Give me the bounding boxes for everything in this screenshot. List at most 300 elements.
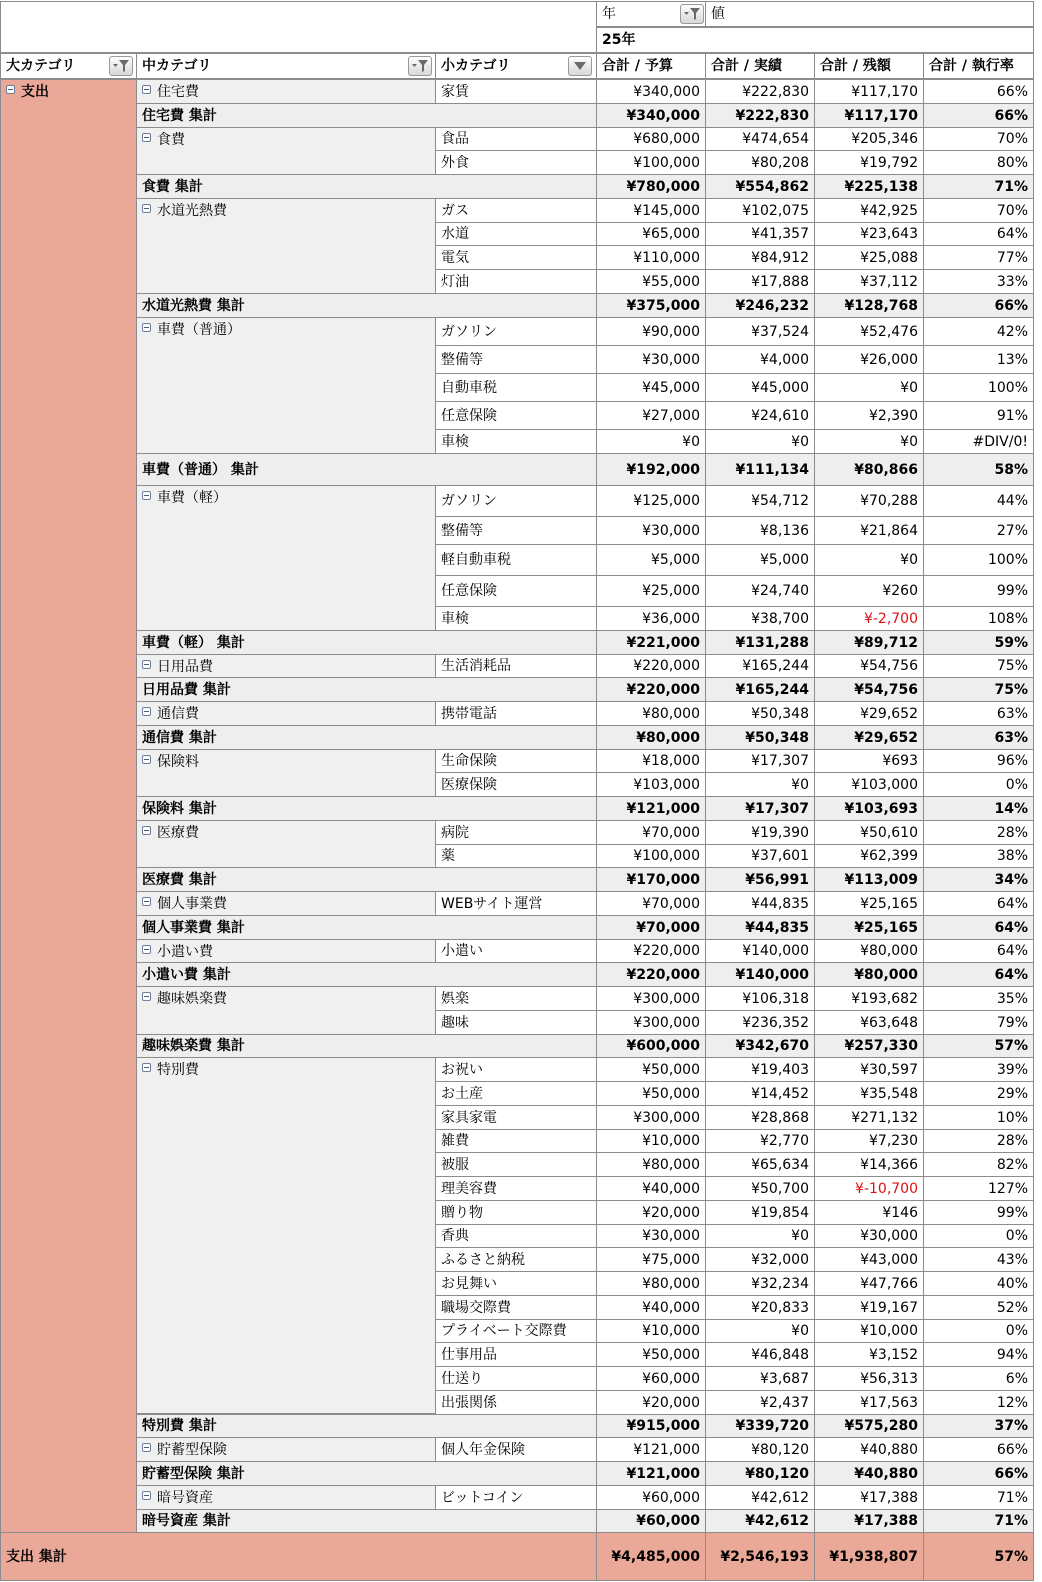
l3-item-label: 娯楽 (435, 986, 597, 1011)
collapse-minus-icon[interactable] (142, 826, 151, 835)
budget-value: ¥121,000 (596, 1437, 706, 1462)
remain-value: ¥271,132 (814, 1105, 924, 1130)
filter-dropdown-icon[interactable] (408, 56, 432, 76)
grand-total-rate: 57% (923, 1532, 1034, 1581)
actual-value: ¥32,234 (705, 1271, 815, 1296)
rate-value: 28% (923, 1129, 1034, 1153)
subtotal-rate: 66% (923, 1461, 1034, 1486)
l2-group-label: 特別費 (157, 1062, 199, 1078)
remain-value: ¥103,000 (814, 772, 924, 797)
actual-value: ¥106,318 (705, 986, 815, 1011)
rate-value: 64% (923, 222, 1034, 246)
actual-value: ¥165,244 (705, 654, 815, 678)
rate-value: 100% (923, 544, 1034, 576)
l3-item-label: 任意保険 (435, 575, 597, 607)
subtotal-actual: ¥342,670 (705, 1034, 815, 1058)
actual-value: ¥3,687 (705, 1366, 815, 1391)
remain-value: ¥80,000 (814, 939, 924, 963)
remain-value: ¥0 (814, 544, 924, 576)
grand-total-actual: ¥2,546,193 (705, 1532, 815, 1581)
remain-value: ¥56,313 (814, 1366, 924, 1391)
collapse-minus-icon[interactable] (142, 707, 151, 716)
subtotal-actual: ¥50,348 (705, 725, 815, 750)
subtotal-rate: 37% (923, 1414, 1034, 1438)
col-header-l3[interactable]: 小カテゴリ (435, 53, 597, 79)
budget-value: ¥18,000 (596, 749, 706, 773)
actual-value: ¥19,390 (705, 820, 815, 845)
rate-value: 27% (923, 516, 1034, 545)
col-header-l1[interactable]: 大カテゴリ (0, 53, 137, 79)
l3-item-label: 家賃 (435, 79, 597, 104)
col-header-l2[interactable]: 中カテゴリ (136, 53, 436, 79)
actual-value: ¥80,120 (705, 1437, 815, 1462)
subtotal-actual: ¥165,244 (705, 677, 815, 702)
rate-value: 108% (923, 606, 1034, 631)
budget-value: ¥20,000 (596, 1390, 706, 1415)
actual-value: ¥0 (705, 429, 815, 454)
l1-expense-cell (0, 79, 137, 1533)
budget-value: ¥340,000 (596, 79, 706, 104)
rate-value: 63% (923, 701, 1034, 726)
subtotal-label: 車費（普通） 集計 (136, 453, 597, 486)
collapse-minus-icon[interactable] (142, 945, 151, 954)
l3-item-label: 小遣い (435, 939, 597, 963)
rate-value: 66% (923, 1437, 1034, 1462)
remain-value: ¥52,476 (814, 317, 924, 346)
remain-value: ¥26,000 (814, 345, 924, 374)
actual-value: ¥4,000 (705, 345, 815, 374)
rate-value: 0% (923, 1224, 1034, 1248)
collapse-minus-icon[interactable] (142, 323, 151, 332)
rate-value: 77% (923, 245, 1034, 270)
rate-value: 28% (923, 820, 1034, 845)
actual-value: ¥19,403 (705, 1057, 815, 1082)
l2-group-label: 車費（軽） (157, 490, 227, 506)
remain-value: ¥25,165 (814, 891, 924, 916)
rate-value: 100% (923, 373, 1034, 402)
l2-group-label: 医療費 (157, 825, 199, 841)
subtotal-remain: ¥40,880 (814, 1461, 924, 1486)
rate-value: 82% (923, 1152, 1034, 1177)
l3-item-label: 家具家電 (435, 1105, 597, 1130)
l3-item-label: ふるさと納税 (435, 1247, 597, 1272)
budget-value: ¥80,000 (596, 1152, 706, 1177)
rate-value: 127% (923, 1176, 1034, 1201)
collapse-minus-icon[interactable] (142, 1491, 151, 1500)
subtotal-budget: ¥170,000 (596, 867, 706, 892)
budget-value: ¥0 (596, 429, 706, 454)
rate-value: 40% (923, 1271, 1034, 1296)
subtotal-rate: 66% (923, 293, 1034, 318)
actual-value: ¥20,833 (705, 1295, 815, 1320)
collapse-minus-icon[interactable] (142, 897, 151, 906)
budget-value: ¥60,000 (596, 1366, 706, 1391)
subtotal-budget: ¥600,000 (596, 1034, 706, 1058)
rate-value: #DIV/0! (923, 429, 1034, 454)
remain-value: ¥0 (814, 373, 924, 402)
subtotal-rate: 75% (923, 677, 1034, 702)
subtotal-label: 通信費 集計 (136, 725, 597, 750)
subtotal-actual: ¥339,720 (705, 1414, 815, 1438)
collapse-minus-icon[interactable] (142, 1063, 151, 1072)
subtotal-label: 趣味娯楽費 集計 (136, 1034, 597, 1058)
rate-value: 39% (923, 1057, 1034, 1082)
rate-value: 70% (923, 127, 1034, 151)
budget-value: ¥300,000 (596, 1105, 706, 1130)
l2-group-label: 水道光熱費 (157, 203, 227, 219)
budget-value: ¥45,000 (596, 373, 706, 402)
subtotal-rate: 66% (923, 103, 1034, 128)
collapse-minus-icon[interactable] (142, 204, 151, 213)
budget-value: ¥220,000 (596, 939, 706, 963)
remain-value: ¥50,610 (814, 820, 924, 845)
l2-group-label: 保険料 (157, 754, 199, 770)
remain-value: ¥23,643 (814, 222, 924, 246)
collapse-minus-icon[interactable] (142, 660, 151, 669)
remain-value: ¥70,288 (814, 485, 924, 517)
subtotal-label: 車費（軽） 集計 (136, 630, 597, 655)
year-value-label: 25年 (596, 27, 1034, 53)
subtotal-label: 暗号資産 集計 (136, 1509, 597, 1533)
l3-item-label: ビットコイン (435, 1485, 597, 1510)
l3-item-label: 任意保険 (435, 401, 597, 430)
remain-value: ¥260 (814, 575, 924, 607)
col-header-budget: 合計 / 予算 (596, 53, 706, 79)
l3-item-label: 水道 (435, 222, 597, 246)
l2-group-1 (136, 127, 436, 176)
rate-value: 43% (923, 1247, 1034, 1272)
collapse-minus-icon[interactable] (142, 1443, 151, 1452)
subtotal-budget: ¥121,000 (596, 796, 706, 821)
rate-value: 71% (923, 1485, 1034, 1510)
subtotal-label: 保険料 集計 (136, 796, 597, 821)
remain-value: ¥17,563 (814, 1390, 924, 1415)
collapse-minus-icon[interactable] (142, 491, 151, 500)
subtotal-remain: ¥17,388 (814, 1509, 924, 1533)
actual-value: ¥14,452 (705, 1081, 815, 1106)
remain-value: ¥-10,700 (814, 1176, 924, 1201)
budget-value: ¥20,000 (596, 1200, 706, 1225)
rate-value: 13% (923, 345, 1034, 374)
actual-value: ¥42,612 (705, 1485, 815, 1510)
subtotal-budget: ¥220,000 (596, 962, 706, 987)
collapse-minus-icon[interactable] (142, 992, 151, 1001)
grand-total-remain: ¥1,938,807 (814, 1532, 924, 1581)
l2-group-13 (136, 1437, 436, 1462)
subtotal-budget: ¥915,000 (596, 1414, 706, 1438)
l3-item-label: お見舞い (435, 1271, 597, 1296)
year-field-label[interactable]: 年 (596, 1, 706, 27)
budget-value: ¥10,000 (596, 1319, 706, 1343)
budget-value: ¥30,000 (596, 345, 706, 374)
l2-group-2 (136, 198, 436, 294)
budget-value: ¥100,000 (596, 844, 706, 868)
actual-value: ¥102,075 (705, 198, 815, 223)
l2-group-label: 暗号資産 (157, 1490, 213, 1506)
subtotal-remain: ¥225,138 (814, 174, 924, 199)
remain-value: ¥193,682 (814, 986, 924, 1011)
l3-item-label: ガソリン (435, 485, 597, 517)
remain-value: ¥693 (814, 749, 924, 773)
l3-item-label: 生命保険 (435, 749, 597, 773)
l2-group-7 (136, 749, 436, 798)
actual-value: ¥17,307 (705, 749, 815, 773)
rate-value: 99% (923, 1200, 1034, 1225)
budget-value: ¥145,000 (596, 198, 706, 223)
actual-value: ¥2,770 (705, 1129, 815, 1153)
actual-value: ¥50,700 (705, 1176, 815, 1201)
subtotal-actual: ¥56,991 (705, 867, 815, 892)
subtotal-rate: 64% (923, 962, 1034, 987)
rate-value: 44% (923, 485, 1034, 517)
actual-value: ¥0 (705, 772, 815, 797)
subtotal-label: 医療費 集計 (136, 867, 597, 892)
actual-value: ¥54,712 (705, 485, 815, 517)
l2-group-0 (136, 79, 436, 104)
budget-value: ¥50,000 (596, 1081, 706, 1106)
l3-item-label: 食品 (435, 127, 597, 151)
subtotal-rate: 14% (923, 796, 1034, 821)
budget-value: ¥70,000 (596, 891, 706, 916)
actual-value: ¥41,357 (705, 222, 815, 246)
subtotal-budget: ¥340,000 (596, 103, 706, 128)
subtotal-label: 小遣い費 集計 (136, 962, 597, 987)
l3-item-label: 電気 (435, 245, 597, 270)
l2-group-4 (136, 485, 436, 631)
l3-item-label: 自動車税 (435, 373, 597, 402)
l3-item-label: ガソリン (435, 317, 597, 346)
actual-value: ¥140,000 (705, 939, 815, 963)
l3-item-label: 個人年金保険 (435, 1437, 597, 1462)
remain-value: ¥146 (814, 1200, 924, 1225)
remain-value: ¥205,346 (814, 127, 924, 151)
l3-item-label: 雑費 (435, 1129, 597, 1153)
l3-item-label: 贈り物 (435, 1200, 597, 1225)
subtotal-label: 水道光熱費 集計 (136, 293, 597, 318)
actual-value: ¥45,000 (705, 373, 815, 402)
budget-value: ¥103,000 (596, 772, 706, 797)
collapse-minus-icon[interactable] (142, 755, 151, 764)
subtotal-budget: ¥375,000 (596, 293, 706, 318)
rate-value: 64% (923, 939, 1034, 963)
actual-value: ¥19,854 (705, 1200, 815, 1225)
remain-value: ¥47,766 (814, 1271, 924, 1296)
subtotal-actual: ¥44,835 (705, 915, 815, 940)
subtotal-actual: ¥246,232 (705, 293, 815, 318)
remain-value: ¥40,880 (814, 1437, 924, 1462)
budget-value: ¥75,000 (596, 1247, 706, 1272)
remain-value: ¥63,648 (814, 1010, 924, 1035)
actual-value: ¥236,352 (705, 1010, 815, 1035)
rate-value: 70% (923, 198, 1034, 223)
actual-value: ¥28,868 (705, 1105, 815, 1130)
l3-item-label: 車検 (435, 429, 597, 454)
actual-value: ¥8,136 (705, 516, 815, 545)
subtotal-remain: ¥117,170 (814, 103, 924, 128)
remain-value: ¥25,088 (814, 245, 924, 270)
remain-value: ¥62,399 (814, 844, 924, 868)
remain-value: ¥21,864 (814, 516, 924, 545)
subtotal-rate: 34% (923, 867, 1034, 892)
l2-group-label: 住宅費 (157, 84, 199, 100)
rate-value: 0% (923, 772, 1034, 797)
l3-item-label: 薬 (435, 844, 597, 868)
rate-value: 94% (923, 1342, 1034, 1367)
actual-value: ¥44,835 (705, 891, 815, 916)
l2-group-label: 車費（普通） (157, 322, 241, 338)
pivot-header-blank (0, 1, 597, 53)
budget-value: ¥100,000 (596, 150, 706, 175)
actual-value: ¥17,888 (705, 269, 815, 294)
budget-value: ¥220,000 (596, 654, 706, 678)
subtotal-remain: ¥80,866 (814, 453, 924, 486)
budget-value: ¥40,000 (596, 1295, 706, 1320)
subtotal-rate: 63% (923, 725, 1034, 750)
actual-value: ¥37,524 (705, 317, 815, 346)
actual-value: ¥5,000 (705, 544, 815, 576)
l3-item-label: プライベート交際費 (435, 1319, 597, 1343)
subtotal-budget: ¥192,000 (596, 453, 706, 486)
budget-value: ¥80,000 (596, 1271, 706, 1296)
subtotal-actual: ¥222,830 (705, 103, 815, 128)
subtotal-actual: ¥80,120 (705, 1461, 815, 1486)
rate-value: 96% (923, 749, 1034, 773)
grand-total-label: 支出 集計 (0, 1532, 597, 1581)
l2-group-5 (136, 654, 436, 679)
l2-group-10 (136, 939, 436, 964)
rate-value: 79% (923, 1010, 1034, 1035)
subtotal-rate: 71% (923, 1509, 1034, 1533)
remain-value: ¥117,170 (814, 79, 924, 104)
actual-value: ¥84,912 (705, 245, 815, 270)
actual-value: ¥2,437 (705, 1390, 815, 1415)
subtotal-label: 住宅費 集計 (136, 103, 597, 128)
subtotal-remain: ¥25,165 (814, 915, 924, 940)
subtotal-remain: ¥54,756 (814, 677, 924, 702)
subtotal-rate: 57% (923, 1034, 1034, 1058)
budget-value: ¥70,000 (596, 820, 706, 845)
budget-value: ¥50,000 (596, 1057, 706, 1082)
subtotal-label: 日用品費 集計 (136, 677, 597, 702)
col-header-rate: 合計 / 執行率 (923, 53, 1034, 79)
filter-dropdown-icon[interactable] (109, 56, 133, 76)
subtotal-remain: ¥575,280 (814, 1414, 924, 1438)
remain-value: ¥37,112 (814, 269, 924, 294)
remain-value: ¥42,925 (814, 198, 924, 223)
actual-value: ¥50,348 (705, 701, 815, 726)
rate-value: 52% (923, 1295, 1034, 1320)
subtotal-remain: ¥89,712 (814, 630, 924, 655)
subtotal-remain: ¥128,768 (814, 293, 924, 318)
grand-total-budget: ¥4,485,000 (596, 1532, 706, 1581)
remain-value: ¥19,792 (814, 150, 924, 175)
subtotal-label: 貯蓄型保険 集計 (136, 1461, 597, 1486)
remain-value: ¥54,756 (814, 654, 924, 678)
collapse-minus-icon[interactable] (6, 85, 15, 94)
remain-value: ¥30,597 (814, 1057, 924, 1082)
actual-value: ¥38,700 (705, 606, 815, 631)
remain-value: ¥43,000 (814, 1247, 924, 1272)
subtotal-remain: ¥113,009 (814, 867, 924, 892)
budget-value: ¥60,000 (596, 1485, 706, 1510)
l2-group-label: 趣味娯楽費 (157, 991, 227, 1007)
l3-item-label: 軽自動車税 (435, 544, 597, 576)
subtotal-budget: ¥121,000 (596, 1461, 706, 1486)
subtotal-budget: ¥80,000 (596, 725, 706, 750)
actual-value: ¥0 (705, 1319, 815, 1343)
l3-item-label: 病院 (435, 820, 597, 845)
l1-label: 支出 (21, 84, 49, 100)
subtotal-budget: ¥70,000 (596, 915, 706, 940)
budget-value: ¥40,000 (596, 1176, 706, 1201)
budget-value: ¥36,000 (596, 606, 706, 631)
remain-value: ¥7,230 (814, 1129, 924, 1153)
rate-value: 12% (923, 1390, 1034, 1415)
l2-group-14 (136, 1485, 436, 1510)
budget-value: ¥55,000 (596, 269, 706, 294)
collapse-minus-icon[interactable] (142, 85, 151, 94)
filter-dropdown-icon[interactable] (680, 4, 704, 24)
budget-value: ¥110,000 (596, 245, 706, 270)
l3-item-label: 整備等 (435, 345, 597, 374)
l2-group-9 (136, 891, 436, 916)
l2-group-label: 日用品費 (157, 659, 213, 675)
remain-value: ¥10,000 (814, 1319, 924, 1343)
rate-value: 0% (923, 1319, 1034, 1343)
remain-value: ¥35,548 (814, 1081, 924, 1106)
budget-value: ¥300,000 (596, 986, 706, 1011)
subtotal-rate: 59% (923, 630, 1034, 655)
actual-value: ¥80,208 (705, 150, 815, 175)
budget-value: ¥27,000 (596, 401, 706, 430)
rate-value: 64% (923, 891, 1034, 916)
l3-item-label: 香典 (435, 1224, 597, 1248)
actual-value: ¥65,634 (705, 1152, 815, 1177)
l2-group-11 (136, 986, 436, 1035)
collapse-minus-icon[interactable] (142, 133, 151, 142)
rate-value: 35% (923, 986, 1034, 1011)
chevron-down-icon[interactable] (568, 56, 592, 76)
budget-value: ¥80,000 (596, 701, 706, 726)
subtotal-rate: 71% (923, 174, 1034, 199)
subtotal-label: 個人事業費 集計 (136, 915, 597, 940)
l3-item-label: 医療保険 (435, 772, 597, 797)
l2-group-label: 貯蓄型保険 (157, 1442, 227, 1458)
actual-value: ¥46,848 (705, 1342, 815, 1367)
l3-item-label: WEBサイト運営 (435, 891, 597, 916)
remain-value: ¥19,167 (814, 1295, 924, 1320)
subtotal-actual: ¥17,307 (705, 796, 815, 821)
l3-item-label: 理美容費 (435, 1176, 597, 1201)
l3-item-label: お祝い (435, 1057, 597, 1082)
subtotal-budget: ¥221,000 (596, 630, 706, 655)
actual-value: ¥0 (705, 1224, 815, 1248)
l3-item-label: 携帯電話 (435, 701, 597, 726)
rate-value: 91% (923, 401, 1034, 430)
rate-value: 75% (923, 654, 1034, 678)
l3-item-label: 外食 (435, 150, 597, 175)
l3-item-label: 職場交際費 (435, 1295, 597, 1320)
rate-value: 33% (923, 269, 1034, 294)
l3-item-label: 趣味 (435, 1010, 597, 1035)
actual-value: ¥24,740 (705, 575, 815, 607)
subtotal-rate: 58% (923, 453, 1034, 486)
l3-item-label: 仕送り (435, 1366, 597, 1391)
l3-item-label: 仕事用品 (435, 1342, 597, 1367)
subtotal-remain: ¥257,330 (814, 1034, 924, 1058)
subtotal-label: 特別費 集計 (136, 1414, 597, 1438)
actual-value: ¥37,601 (705, 844, 815, 868)
